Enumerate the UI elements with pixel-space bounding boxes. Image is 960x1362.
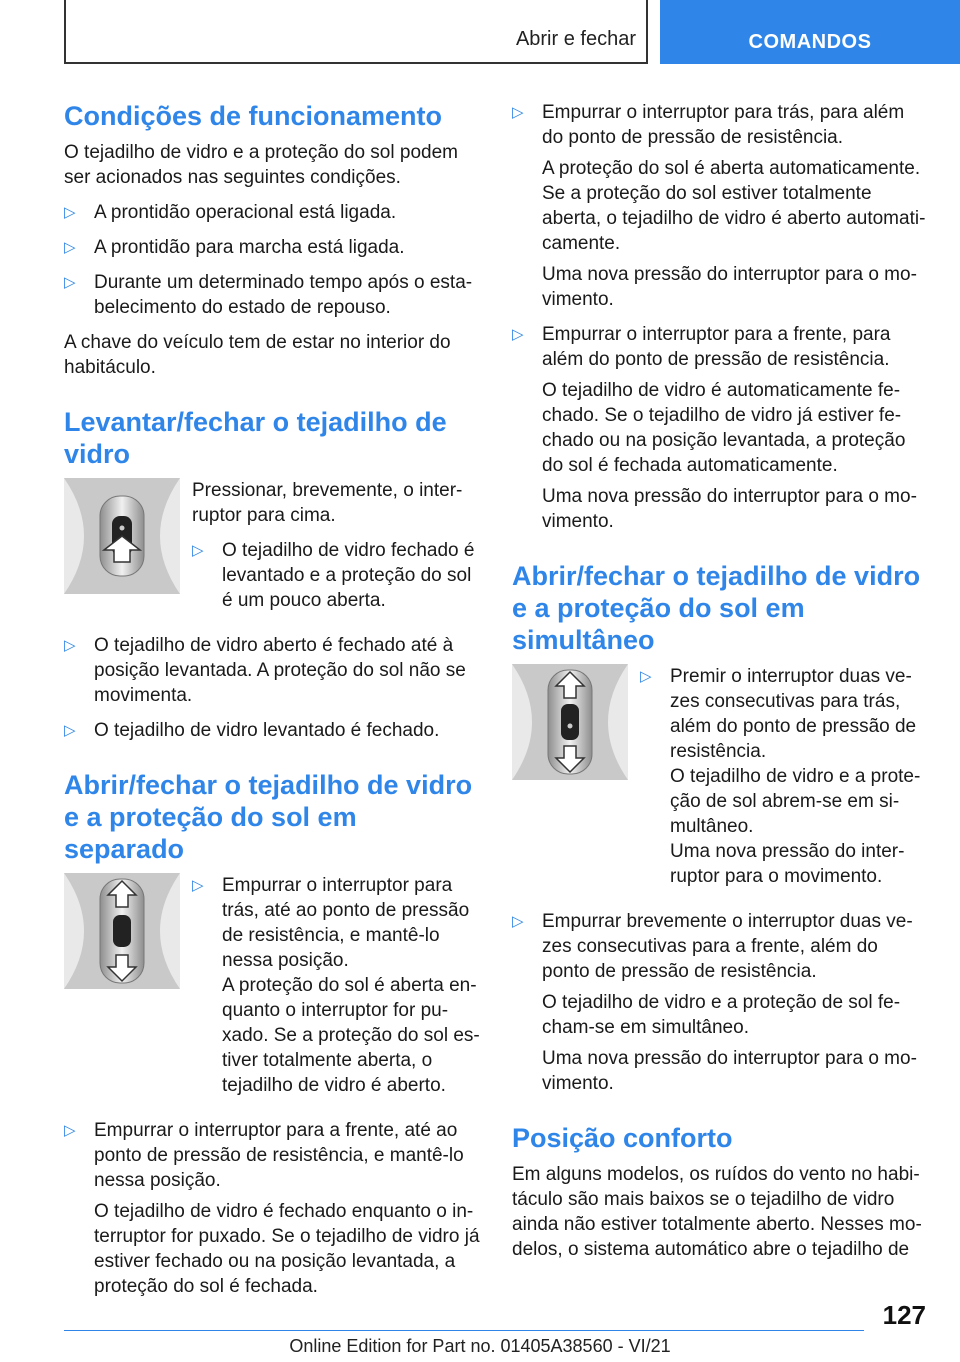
list-item: ▷ Empurrar o interruptor para trás, para além do ponto de pressão de resistência. A proteção do sol é aberta automaticamente. Se a proteção do sol estiver totalmente aberta, o tejadilho de vidro é aberto automati-camente. Uma nova pressão do interruptor para o mo-vimento. [512,100,928,312]
header-chapter-tab: COMANDOS [660,0,960,64]
paragraph: A chave do veículo tem de estar no interior do habitáculo. [64,332,451,378]
paragraph: Em alguns modelos, os ruídos do vento no habi-táculo são mais baixos se o tejadilho de vidro ainda não estiver totalmente aberto. Nesses mo-delos, o sistema automático abre o tejadilho de [512,1164,922,1260]
bullet-triangle-icon: ▷ [64,637,76,654]
right-column [512,100,928,1272]
heading-raise-close-roof: Levantar/fechar o tejadilho de vidro [64,407,447,469]
paragraph: O tejadilho de vidro é fechado enquanto o in-terruptor for puxado. Se o tejadilho de vidro já estiver fechado ou na posição levantada, a proteção do sol é fechada. [94,1201,480,1297]
paragraph: Uma nova pressão do interruptor para o mo-vimento. [542,486,917,532]
footer-divider [64,1330,864,1331]
switch-double-illustration [512,664,628,780]
paragraph: Pressionar, brevemente, o inter-ruptor para cima. [192,480,463,526]
heading-simultaneous-operation: Abrir/fechar o tejadilho de vidro e a proteção do sol em simultâneo [512,561,921,655]
list-item: ▷ Durante um determinado tempo após o esta-belecimento do estado de repouso. [64,272,473,318]
bullet-triangle-icon: ▷ [640,668,652,685]
heading-comfort-position: Posição conforto [512,1123,733,1153]
list-item: ▷ Premir o interruptor duas ve-zes consecutivas para trás, além do ponto de pressão de resistência. O tejadilho de vidro e a prote-ção de sol abrem-se em si-multâneo. Uma nova pressão do inter-ruptor para o movimento. [640,664,928,889]
bullet-triangle-icon: ▷ [512,104,524,121]
bullet-triangle-icon: ▷ [512,913,524,930]
bullet-triangle-icon: ▷ [64,274,76,291]
list-item: ▷ Empurrar o interruptor para a frente, para além do ponto de pressão de resistência. O tejadilho de vidro é automaticamente fe-chado. Se o tejadilho de vidro já estiver fe-chado ou na posição levantada, a proteção do sol é fechada automaticamente. Uma nova pressão do interruptor para o mo-vimento. [512,322,928,534]
header-section-box [64,0,648,64]
bullet-triangle-icon: ▷ [64,722,76,739]
list-item: ▷ Empurrar brevemente o interruptor duas ve-zes consecutivas para a frente, além do ponto de pressão de resistência. O tejadilho de vidro e a proteção de sol fe-cham-se em simultâneo. Uma nova pressão do interruptor para o mo-vimento. [512,909,928,1096]
paragraph: Uma nova pressão do interruptor para o mo-vimento. [542,264,917,310]
paragraph: O tejadilho de vidro e a proteção de sol fe-cham-se em simultâneo. [542,992,901,1038]
left-column [64,100,480,1309]
page-number: 127 [882,1300,926,1330]
list-item: ▷ O tejadilho de vidro levantado é fechado. [64,720,440,741]
list-item: ▷ Empurrar o interruptor para a frente, até ao ponto de pressão de resistência, e mantê-lo nessa posição. O tejadilho de vidro é fechado enquanto o in-terruptor for puxado. Se o tejadilho de vidro já estiver fechado ou na posição levantada, a proteção do sol é fechada. [64,1120,480,1297]
footer-edition: Online Edition for Part no. 01405A38560 - VI/21 [289,1336,671,1356]
list-item: ▷ A prontidão operacional está ligada. [64,202,397,223]
heading-operating-conditions: Condições de funcionamento [64,101,443,131]
paragraph: O tejadilho de vidro e a proteção do sol podem ser acionados nas seguintes condições. [64,142,458,188]
list-item: ▷ Empurrar o interruptor para trás, até ao ponto de pressão de resistência, e mantê-lo nessa posição. A proteção do sol é aberta en-quanto o interruptor for pu-xado. Se a proteção do sol es-tiver totalmente aberta, o tejadilho de vidro é aberto. [192,875,480,1096]
paragraph: Uma nova pressão do inter-ruptor para o movimento. [670,841,905,887]
paragraph: Uma nova pressão do interruptor para o mo-vimento. [542,1048,917,1094]
switch-up-illustration [64,478,180,594]
list-item: ▷ A prontidão para marcha está ligada. [64,237,405,258]
paragraph: A proteção do sol é aberta en-quanto o interruptor for pu-xado. Se a proteção do sol es-tiver totalmente aberta, o tejadilho de vidro é aberto. [222,975,480,1096]
switch-updown-illustration [64,873,180,989]
bullet-triangle-icon: ▷ [192,877,204,894]
list-item: ▷ O tejadilho de vidro fechado é levantado e a proteção do sol é um pouco aberta. [192,540,475,611]
bullet-triangle-icon: ▷ [512,326,524,343]
bullet-triangle-icon: ▷ [64,1122,76,1139]
header-section-title: Abrir e fechar [515,28,636,50]
paragraph: O tejadilho de vidro é automaticamente fe-chado. Se o tejadilho de vidro já estiver fe-chado ou na posição levantada, a proteção do sol é fechada automaticamente. [542,380,906,476]
bullet-triangle-icon: ▷ [192,542,204,559]
heading-separate-operation: Abrir/fechar o tejadilho de vidro e a proteção do sol em separado [64,770,473,864]
bullet-triangle-icon: ▷ [64,239,76,256]
paragraph: O tejadilho de vidro e a prote-ção de sol abrem-se em si-multâneo. [670,766,921,837]
list-item: ▷ O tejadilho de vidro aberto é fechado até à posição levantada. A proteção do sol não se movimenta. [64,635,466,706]
bullet-triangle-icon: ▷ [64,204,76,221]
paragraph: A proteção do sol é aberta automaticamente. Se a proteção do sol estiver totalmente aberta, o tejadilho de vidro é aberto automati-camente. [542,158,926,254]
